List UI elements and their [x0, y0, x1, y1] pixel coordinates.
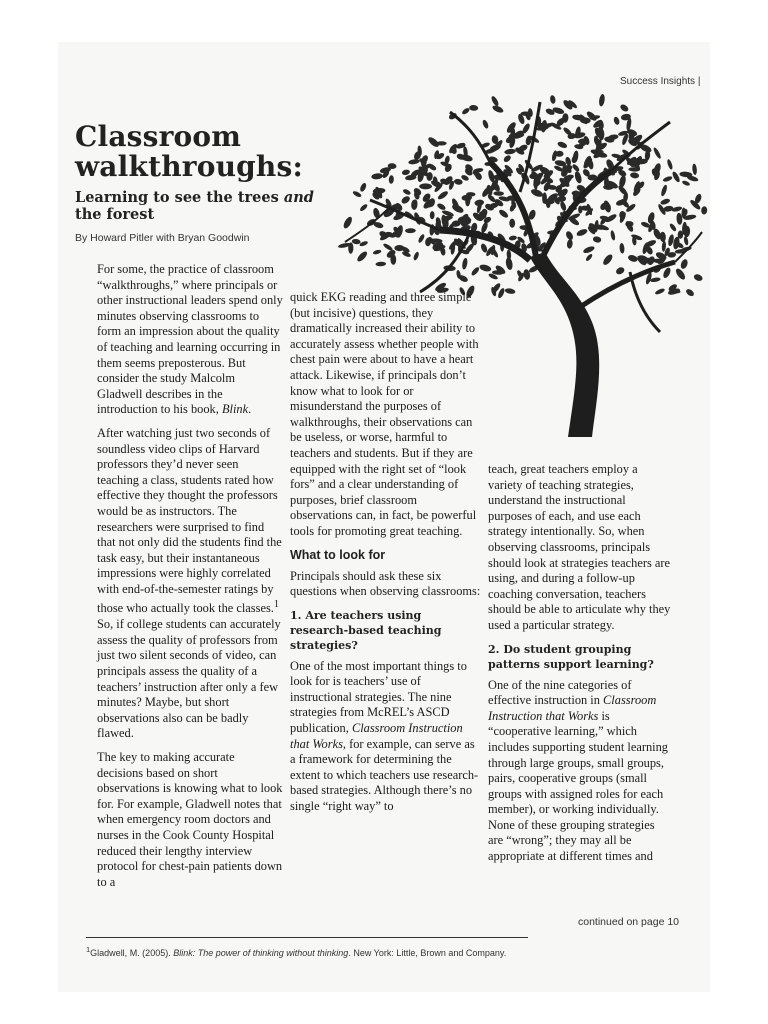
leaf-shape: [671, 171, 681, 184]
leaf-shape: [342, 215, 354, 229]
leaf-shape: [482, 119, 490, 129]
leaf-shape: [692, 163, 698, 175]
leaf-shape: [493, 191, 504, 196]
column-3: [488, 462, 672, 873]
tree-trunk: [530, 252, 599, 437]
leaf-shape: [405, 228, 416, 233]
byline: By Howard Pitler with Bryan Goodwin: [75, 232, 250, 244]
column-2: [290, 290, 482, 823]
leaf-shape: [413, 251, 420, 261]
leaf-shape: [680, 258, 689, 270]
leaf-shape: [582, 245, 595, 254]
article-subtitle: Learning to see the trees and the forest: [75, 189, 314, 223]
leaf-shape: [509, 219, 515, 228]
leaf-shape: [613, 116, 621, 125]
paragraph: The key to making accurate decisions based on short observations is knowing what to look for. For example, Gladwell notes that when emergency room doctors and nurses in the Cook County Hospital reduced their lengthy interview protocol for chest-pain patients down to a: [97, 749, 283, 889]
leaf-shape: [400, 195, 411, 205]
leaf-shape: [619, 243, 625, 254]
leaf-shape: [660, 184, 668, 197]
leaf-shape: [505, 257, 513, 271]
leaf-shape: [701, 206, 708, 215]
section-header: Success Insights |: [620, 76, 701, 87]
leaf-shape: [530, 188, 544, 199]
leaf-shape: [666, 159, 673, 171]
paragraph: Principals should ask these six questions when observing classrooms:: [290, 568, 481, 599]
leaf-shape: [630, 172, 640, 179]
leaf-shape: [490, 95, 500, 107]
leaf-shape: [578, 206, 582, 214]
leaf-shape: [601, 253, 614, 267]
leaf-shape: [615, 266, 626, 276]
leaf-shape: [610, 230, 616, 241]
leaf-shape: [574, 171, 583, 185]
column-1: [97, 262, 283, 898]
leaf-shape: [660, 198, 671, 206]
leaf-shape: [549, 95, 556, 104]
leaf-shape: [627, 254, 638, 263]
leaf-shape: [504, 288, 515, 295]
leaf-shape: [650, 277, 661, 283]
leaf-shape: [557, 141, 568, 150]
question-heading: 1. Are teachers using research-based teaching strategies?: [290, 608, 442, 652]
leaf-shape: [585, 253, 594, 262]
leaf-shape: [375, 262, 386, 267]
leaf-shape: [683, 236, 689, 246]
leaf-shape: [662, 266, 672, 279]
leaf-shape: [671, 206, 682, 213]
section-heading: What to look for: [290, 547, 386, 562]
paragraph: One of the nine categories of effective instruction in Classroom Instruction that Works is “cooperative learning,” which includes supporting student learning through large groups, small groups, pairs, cooperative groups (small groups with assigned roles for each member), or working individually. None of these grouping strategies are “wrong”; they may all be appropriate at different times and: [488, 677, 668, 864]
paragraph: For some, the practice of classroom “walkthroughs,” where principals or other instructional leaders spend only minutes observing classrooms to form an impression about the quality of teaching and learning occurring in them seems preposterous. But consider the study Malcolm Gladwell describes in the introduction to his book, Blink.: [97, 262, 283, 417]
leaf-shape: [685, 288, 695, 298]
paragraph: quick EKG reading and three simple (but incisive) questions, they dramatically increased their ability to accurately assess whether people with chest pain were about to have a heart attack. Likewise, if principals don’t know what to look for or misunderstand the purposes of walkthroughs, their observations can be useless, or worse, harmful to teachers and students. But if they are equipped with the right set of “look fors” and a clear understanding of purposes, brief classroom observations can, in fact, be powerful tools for promoting great teaching.: [290, 290, 479, 538]
leaf-shape: [566, 239, 573, 249]
leaf-shape: [453, 178, 463, 185]
paragraph: teach, great teachers employ a variety of teaching strategies, understand the instructional purposes of each, and use each strategy intentionally. So, when observing classrooms, principals should look at strategies teachers are using, and during a follow-up coaching conversation, teachers should be able to articulate why they used a particular strategy.: [488, 462, 671, 632]
leaf-shape: [509, 235, 518, 241]
question-heading: 2. Do student grouping patterns support learning?: [488, 642, 654, 671]
leaf-shape: [402, 188, 411, 196]
leaf-shape: [678, 230, 683, 238]
leaf-shape: [352, 238, 361, 244]
leaf-shape: [503, 154, 513, 163]
leaf-shape: [461, 107, 470, 116]
leaf-shape: [693, 273, 704, 282]
leaf-shape: [419, 183, 432, 189]
paragraph: One of the most important things to look for is teachers’ use of instructional strategies. The nine strategies from McREL’s ASCD publication, Classroom Instruction that Works, for example, can serve as a framework for determining the extent to which teachers use research-based strategies. Although there’s no single “right way” to: [290, 658, 479, 814]
leaf-shape: [669, 223, 678, 233]
leaf-shape: [559, 201, 567, 212]
leaf-shape: [389, 175, 395, 184]
leaf-shape: [681, 180, 690, 187]
leaf-shape: [394, 245, 404, 251]
leaf-shape: [479, 263, 492, 272]
leaf-shape: [417, 233, 425, 243]
leaf-shape: [469, 105, 478, 111]
leaf-shape: [571, 163, 580, 172]
article-title: Classroom walkthroughs:: [75, 120, 303, 183]
paragraph: After watching just two seconds of soundless video clips of Harvard professors they’d never seen teaching a class, students rated how effective they thought the professors would be as instructors. The researchers were surprised to find that not only did the students find the task easy, but their instantaneous impressions were highly correlated with end-of-the-semester ratings by those who actually took the classes.$^1$ So, if college students can accurately assess the quality of professors from just two silent seconds of video, can principals assess the quality of a teachers’ instruction after only a few minutes? Maybe, but short observations also can be badly flawed.: [97, 425, 282, 741]
leaf-shape: [372, 249, 381, 255]
leaf-shape: [352, 190, 362, 198]
leaf-shape: [652, 147, 662, 160]
leaf-shape: [470, 266, 480, 277]
leaf-shape: [592, 236, 601, 244]
footnote-divider: [86, 937, 528, 938]
leaf-shape: [674, 267, 687, 281]
leaf-shape: [504, 148, 516, 155]
leaf-shape: [662, 175, 673, 182]
leaf-shape: [498, 208, 510, 219]
leaf-shape: [598, 94, 605, 107]
leaf-shape: [356, 250, 369, 263]
leaf-shape: [430, 211, 435, 219]
leaf-shape: [619, 103, 630, 113]
continued-note: continued on page 10: [578, 916, 680, 928]
leaf-shape: [359, 203, 368, 212]
leaf-shape: [408, 159, 420, 165]
leaf-shape: [437, 190, 449, 201]
leaf-shape: [606, 204, 611, 213]
leaf-shape: [654, 287, 665, 295]
leaf-shape: [480, 221, 489, 234]
leaf-shape: [576, 228, 589, 238]
leaf-shape: [436, 202, 446, 211]
leaf-shape: [359, 182, 367, 192]
leaf-shape: [461, 257, 468, 269]
leaf-shape: [401, 169, 410, 176]
footnote: $^1$Gladwell, M. (2005). Blink: The power of thinking without thinking. New York: Little, Brown and Company.: [86, 945, 507, 958]
